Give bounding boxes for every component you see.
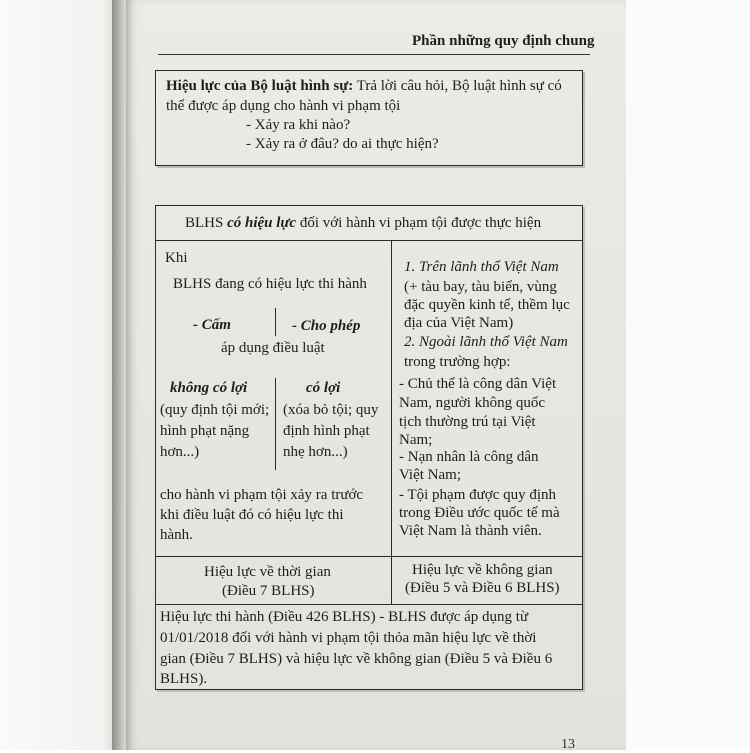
table-column-divider — [391, 240, 392, 604]
table-summary-divider — [155, 604, 583, 605]
table-title-divider — [155, 240, 583, 241]
space-item1-desc-2: đặc quyền kinh tế, thềm lục — [404, 297, 570, 313]
favorable-desc-2: định hình phạt — [283, 423, 370, 439]
intro-term: Hiệu lực của Bộ luật hình sự: — [166, 78, 354, 94]
title-suffix: đối với hành vi phạm tội được thực hiện — [299, 215, 542, 231]
space-case3-3: Việt Nam là thành viên. — [399, 523, 542, 539]
space-item1-title: 1. Trên lãnh thổ Việt Nam — [404, 259, 559, 275]
table-title — [185, 215, 541, 232]
unfavorable-desc-1: (quy định tội mới; — [160, 402, 270, 418]
time-conclusion-3: hành. — [160, 527, 193, 543]
space-case1-3: tịch thường trú tại Việt — [399, 414, 536, 430]
title-emphasis: có hiệu lực — [227, 215, 297, 231]
summary-line-2: 01/01/2018 đối với hành vi phạm tội thỏa mãn hiệu lực về thời — [160, 630, 537, 646]
unfavorable-desc-3: hơn...) — [160, 444, 200, 460]
space-case1-4: Nam; — [399, 432, 433, 448]
space-footer-1: Hiệu lực về không gian — [412, 562, 553, 578]
intro-line-1 — [166, 78, 562, 95]
time-footer-2: (Điều 7 BLHS) — [222, 583, 315, 599]
space-case2-2: Việt Nam; — [399, 467, 461, 483]
background-right — [626, 0, 750, 750]
intro-question-2: - Xảy ra ở đâu? do ai thực hiện? — [246, 136, 439, 152]
summary-line-4: BLHS). — [160, 671, 208, 687]
summary-line-1: Hiệu lực thi hành (Điều 426 BLHS) - BLHS được áp dụng từ — [160, 609, 529, 625]
time-apply: áp dụng điều luật — [221, 340, 325, 356]
time-unfavorable: không có lợi — [170, 380, 248, 396]
favorable-desc-1: (xóa bỏ tội; quy — [283, 402, 379, 418]
space-case2-1: - Nạn nhân là công dân — [399, 449, 539, 465]
page-number: 13 — [561, 737, 575, 752]
time-favorable: có lợi — [306, 380, 341, 396]
space-footer-2: (Điều 5 và Điều 6 BLHS) — [405, 580, 560, 596]
space-item2-intro: trong trường hợp: — [404, 354, 511, 370]
time-allow: - Cho phép — [292, 318, 361, 334]
space-case3-1: - Tội phạm được quy định — [399, 487, 557, 503]
time-khi: Khi — [165, 250, 188, 266]
intro-line-2: thể được áp dụng cho hành vi phạm tội — [166, 98, 401, 114]
prohibit-allow-divider — [275, 308, 276, 336]
title-prefix: BLHS — [185, 215, 224, 231]
header-rule — [158, 54, 590, 55]
time-conclusion-2: khi điều luật đó có hiệu lực thi — [160, 507, 344, 523]
space-item1-desc-3: địa của Việt Nam) — [404, 315, 514, 331]
time-in-force: BLHS đang có hiệu lực thi hành — [173, 276, 367, 292]
section-header: Phần những quy định chung — [412, 33, 595, 49]
unfavorable-desc-2: hình phạt nặng — [160, 423, 250, 439]
table-footer-divider — [155, 556, 583, 557]
space-case3-2: trong Điều ước quốc tế mà — [399, 505, 560, 521]
time-conclusion-1: cho hành vi phạm tội xảy ra trước — [160, 487, 364, 503]
space-item2-title: 2. Ngoài lãnh thổ Việt Nam — [404, 334, 568, 350]
intro-line-1-rest: Trả lời câu hỏi, Bộ luật hình sự có — [353, 78, 562, 94]
space-case1-1: - Chủ thể là công dân Việt — [399, 376, 557, 392]
time-prohibit: - Cấm — [193, 317, 231, 333]
summary-line-3: gian (Điều 7 BLHS) và hiệu lực về không gian (Điều 5 và Điều 6 — [160, 651, 553, 667]
space-case1-2: Nam, người không quốc — [399, 395, 546, 411]
time-footer-1: Hiệu lực về thời gian — [204, 564, 331, 580]
favorable-divider — [275, 378, 276, 470]
space-item1-desc-1: (+ tàu bay, tàu biển, vùng — [404, 279, 557, 295]
favorable-desc-3: nhẹ hơn...) — [283, 444, 348, 460]
intro-question-1: - Xảy ra khi nào? — [246, 117, 351, 133]
background-left — [0, 0, 128, 750]
